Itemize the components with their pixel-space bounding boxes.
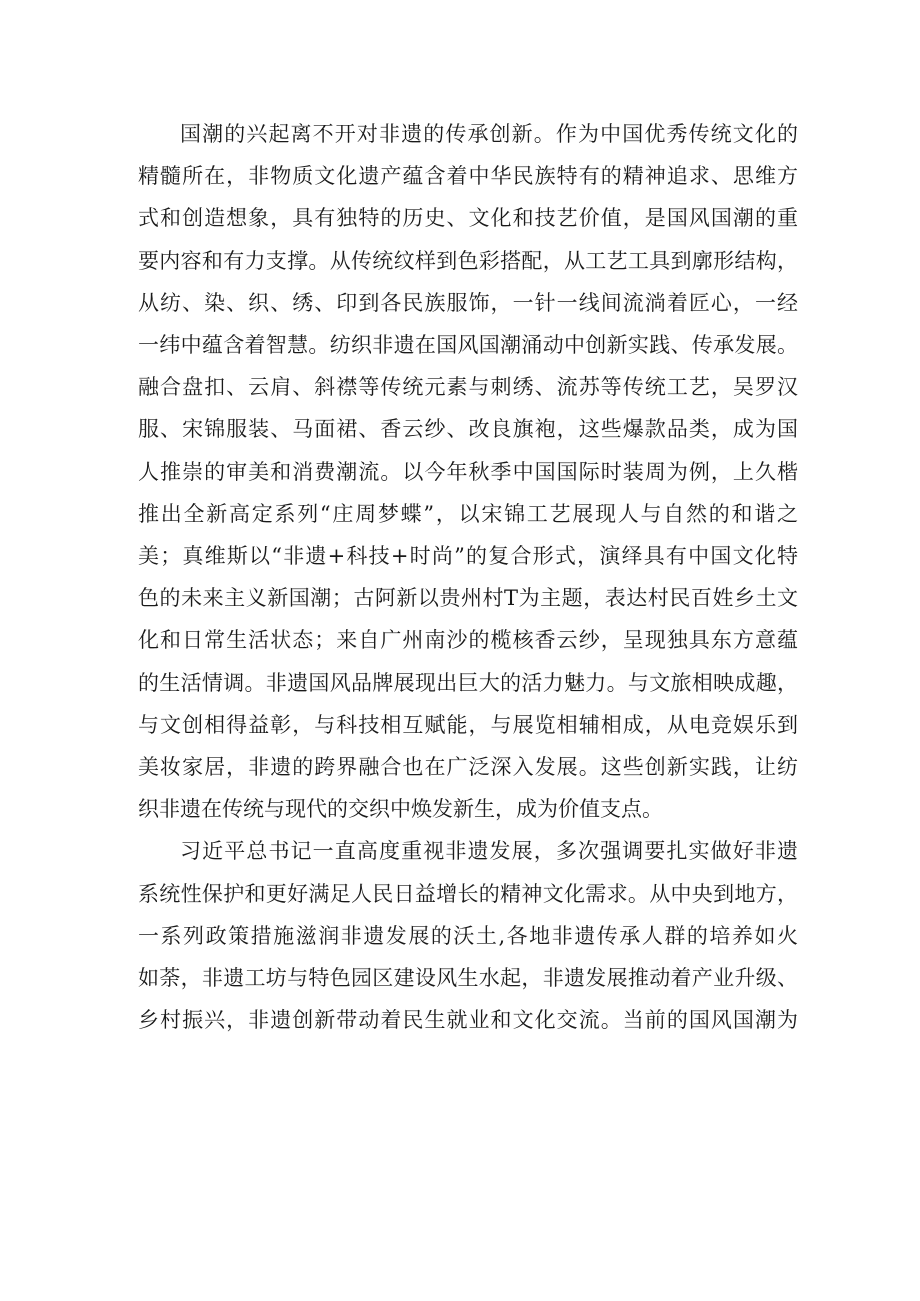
text-line: 一纬中蕴含着智慧。纺织非遗在国风国潮涌动中创新实践、传承发展。 bbox=[138, 333, 798, 358]
text-line: 色的未来主义新国潮；古阿新以贵州村T为主题，表达村民百姓乡土文 bbox=[138, 586, 798, 611]
text-line: 织非遗在传统与现代的交织中焕发新生，成为价值支点。 bbox=[138, 797, 663, 822]
body-text bbox=[138, 113, 798, 1041]
text-line: 化和日常生活状态；来自广州南沙的榄核香云纱，呈现独具东方意蕴 bbox=[138, 628, 798, 653]
text-line: 从纺、染、织、绣、印到各民族服饰，一针一线间流淌着匠心，一经 bbox=[138, 290, 798, 315]
text-line: 的生活情调。非遗国风品牌展现出巨大的活力魅力。与文旅相映成趣， bbox=[138, 670, 798, 695]
text-line: 如荼，非遗工坊与特色园区建设风生水起，非遗发展推动着产业升级、 bbox=[138, 966, 798, 991]
text-line: 习近平总书记一直高度重视非遗发展，多次强调要扎实做好非遗 bbox=[180, 839, 798, 864]
text-line: 国潮的兴起离不开对非遗的传承创新。作为中国优秀传统文化的 bbox=[180, 122, 798, 146]
paragraph-1 bbox=[138, 113, 798, 830]
text-line: 与文创相得益彰，与科技相互赋能，与展览相辅相成，从电竞娱乐到 bbox=[138, 712, 798, 737]
text-line: 式和创造想象，具有独特的历史、文化和技艺价值，是国风国潮的重 bbox=[138, 206, 798, 231]
text-line: 美妆家居，非遗的跨界融合也在广泛深入发展。这些创新实践，让纺 bbox=[138, 755, 798, 780]
text-line: 美；真维斯以“非遗+科技+时尚”的复合形式，演绎具有中国文化特 bbox=[138, 544, 798, 569]
text-line: 乡村振兴，非遗创新带动着民生就业和文化交流。当前的国风国潮为 bbox=[138, 1008, 798, 1033]
text-line: 推出全新高定系列“庄周梦蝶”，以宋锦工艺展现人与自然的和谐之 bbox=[138, 501, 798, 526]
text-line: 服、宋锦服装、马面裙、香云纱、改良旗袍，这些爆款品类，成为国 bbox=[138, 417, 798, 442]
text-line: 人推崇的审美和消费潮流。以今年秋季中国国际时装周为例，上久楷 bbox=[138, 459, 798, 484]
paragraph-2 bbox=[138, 830, 798, 1041]
text-line: 要内容和有力支撑。从传统纹样到色彩搭配，从工艺工具到廓形结构， bbox=[138, 248, 798, 273]
text-line: 一系列政策措施滋润非遗发展的沃土,各地非遗传承人群的培养如火 bbox=[138, 923, 798, 948]
text-line: 融合盘扣、云肩、斜襟等传统元素与刺绣、流苏等传统工艺，吴罗汉 bbox=[138, 375, 798, 400]
text-line: 系统性保护和更好满足人民日益增长的精神文化需求。从中央到地方， bbox=[138, 881, 798, 906]
text-line: 精髓所在，非物质文化遗产蕴含着中华民族特有的精神追求、思维方 bbox=[138, 164, 798, 189]
